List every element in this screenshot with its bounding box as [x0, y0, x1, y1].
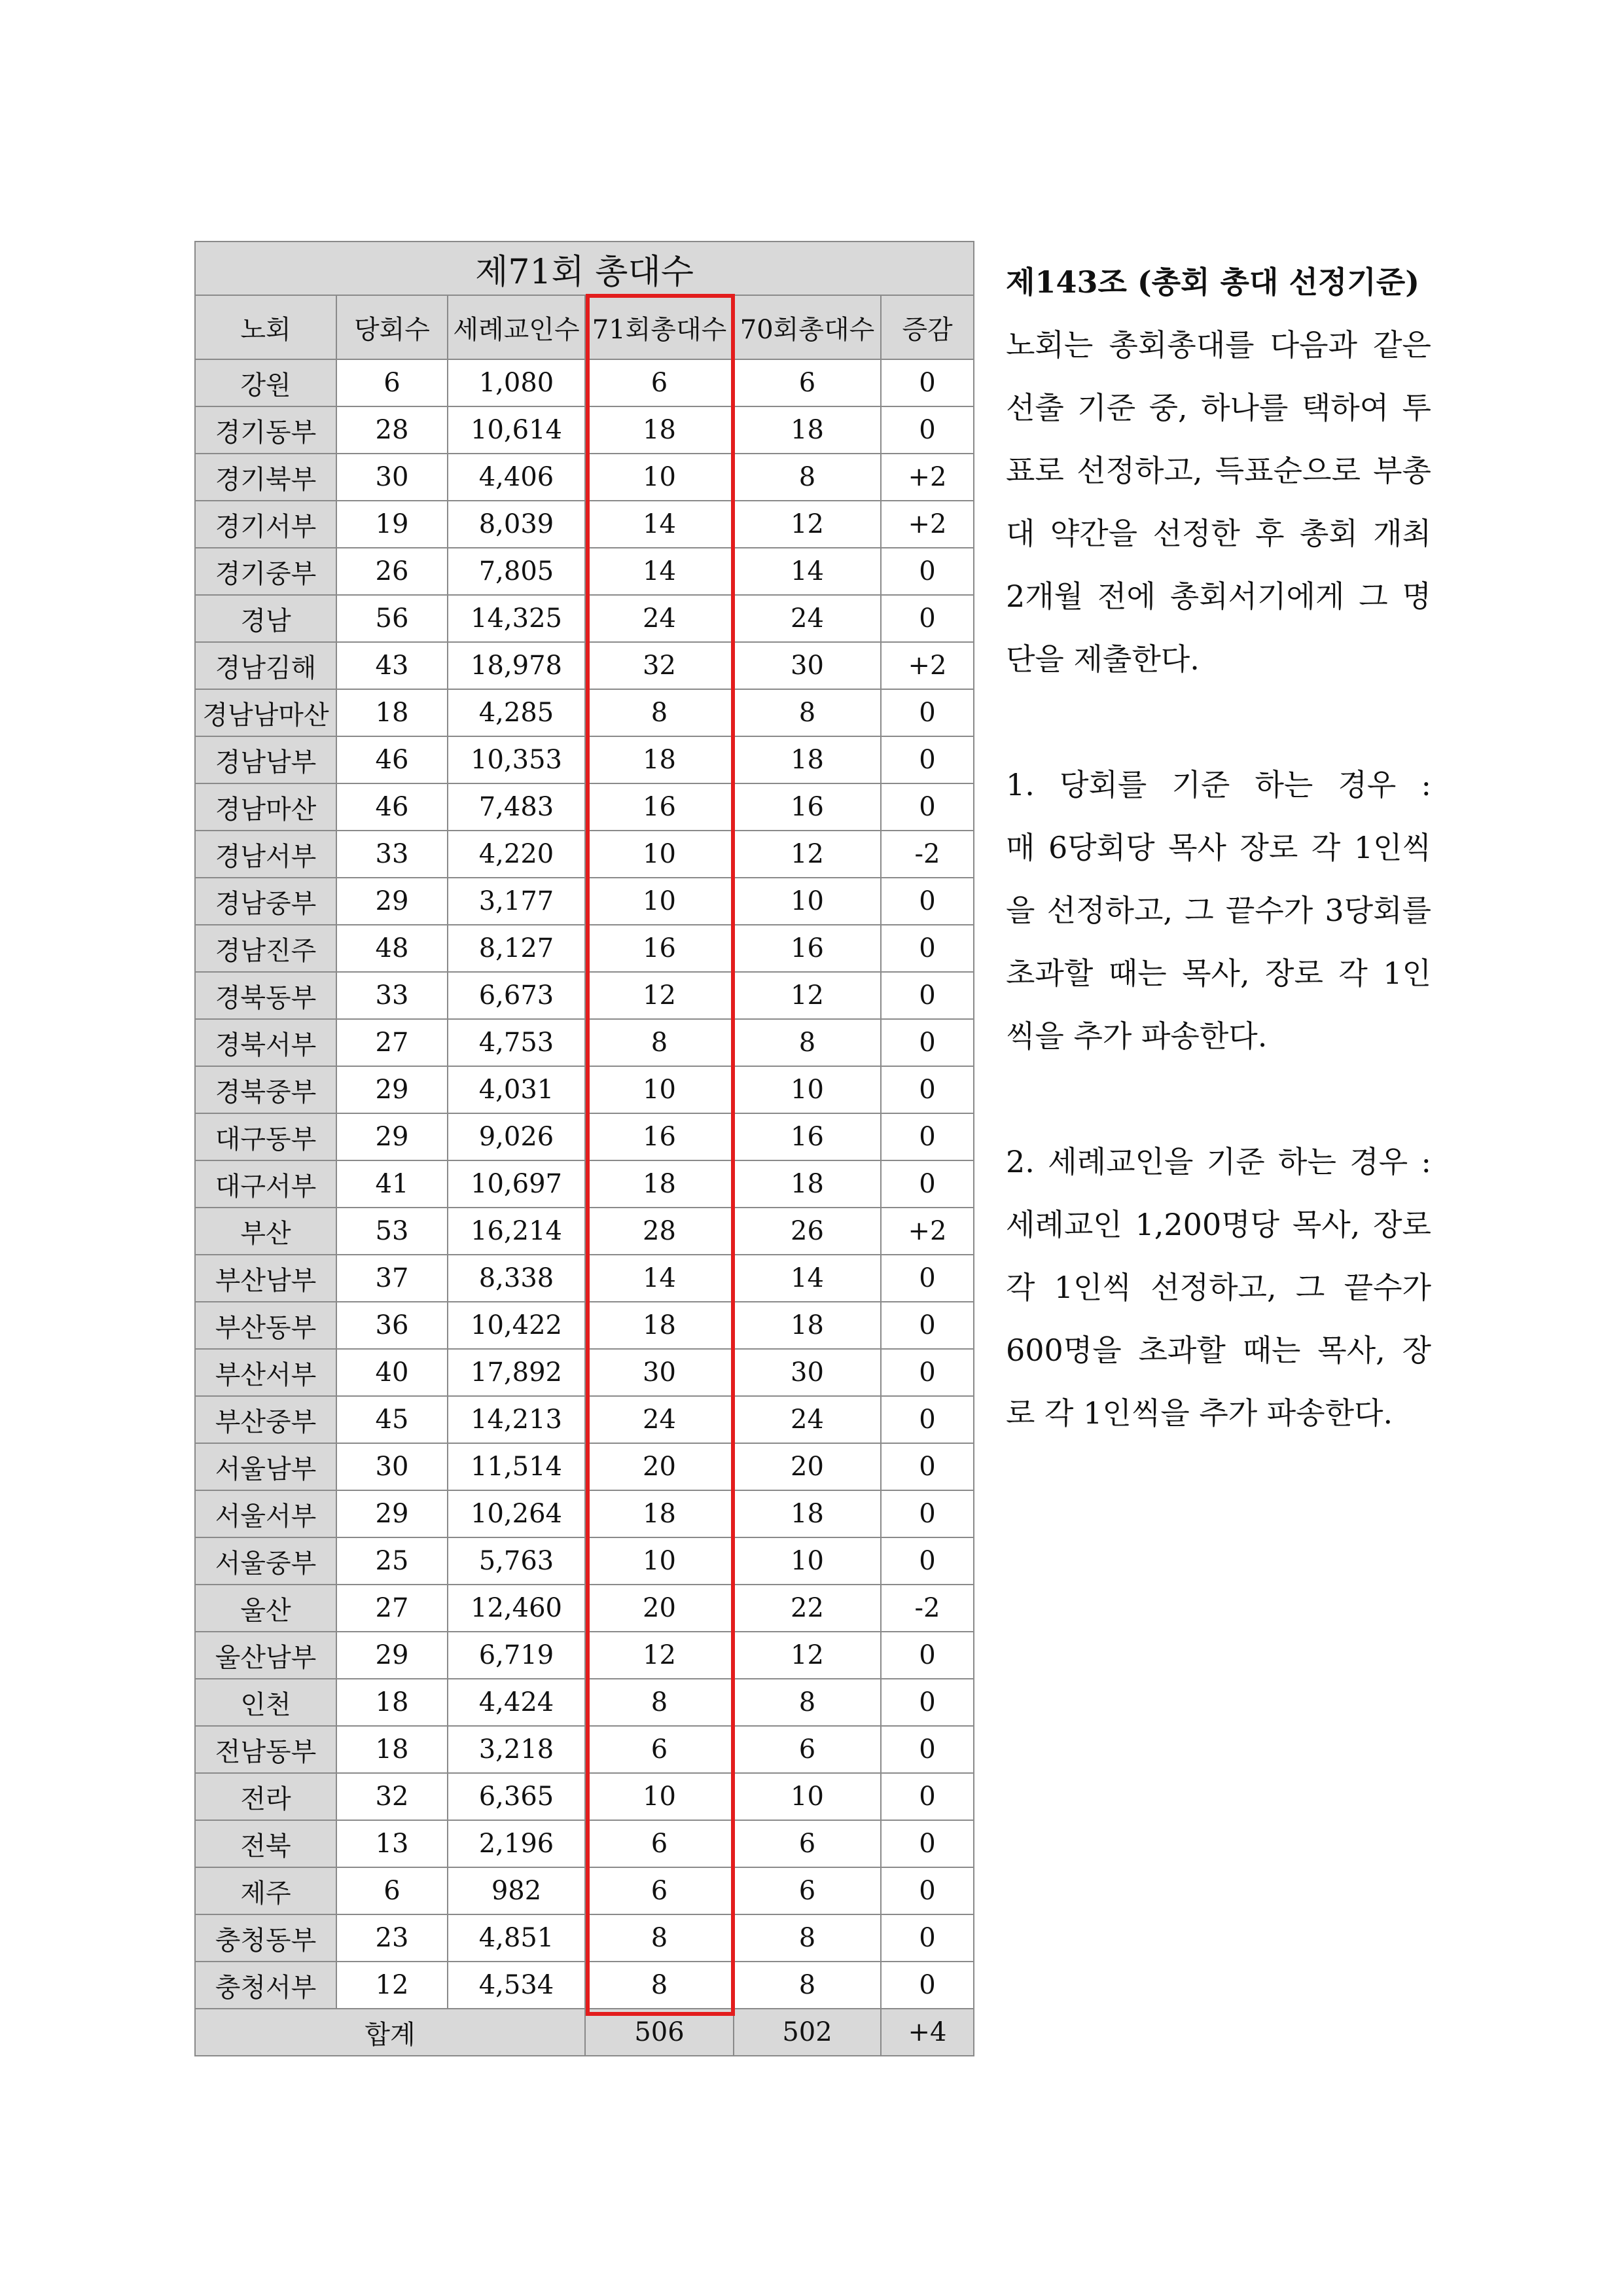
- table-row: [195, 1820, 974, 1867]
- change: +2: [881, 642, 974, 689]
- baptized-members: 4,285: [448, 689, 585, 736]
- session-count: 46: [336, 783, 448, 831]
- delegates-71: 8: [585, 1019, 734, 1066]
- baptized-members: 8,039: [448, 501, 585, 548]
- table-title: 제71회 총대수: [195, 242, 974, 295]
- session-count: 18: [336, 1679, 448, 1726]
- baptized-members: 4,534: [448, 1962, 585, 2009]
- session-count: 27: [336, 1585, 448, 1632]
- session-count: 37: [336, 1255, 448, 1302]
- session-count: 27: [336, 1019, 448, 1066]
- table-row: [195, 1302, 974, 1349]
- header-delegates-71: 71회총대수: [585, 295, 734, 359]
- delegates-71: 8: [585, 1962, 734, 2009]
- delegates-70: 8: [734, 1019, 881, 1066]
- session-count: 29: [336, 1632, 448, 1679]
- change: 0: [881, 1773, 974, 1820]
- baptized-members: 3,177: [448, 878, 585, 925]
- baptized-members: 10,697: [448, 1160, 585, 1208]
- total-row: [195, 2009, 974, 2056]
- baptized-members: 3,218: [448, 1726, 585, 1773]
- delegates-71: 10: [585, 1066, 734, 1113]
- delegates-70: 12: [734, 501, 881, 548]
- session-count: 45: [336, 1396, 448, 1443]
- delegates-70: 6: [734, 359, 881, 406]
- region-name: 울산남부: [195, 1632, 336, 1679]
- table-row: [195, 689, 974, 736]
- delegates-71: 20: [585, 1585, 734, 1632]
- change: -2: [881, 831, 974, 878]
- delegates-71: 14: [585, 1255, 734, 1302]
- session-count: 30: [336, 1443, 448, 1490]
- region-name: 경남마산: [195, 783, 336, 831]
- baptized-members: 2,196: [448, 1820, 585, 1867]
- session-count: 29: [336, 1066, 448, 1113]
- text-line: 각 1인씩 선정하고, 그 끝수가: [1006, 1270, 1431, 1305]
- session-count: 32: [336, 1773, 448, 1820]
- change: +2: [881, 454, 974, 501]
- delegates-70: 16: [734, 925, 881, 972]
- session-count: 6: [336, 1867, 448, 1914]
- table-row: [195, 359, 974, 406]
- table-row: [195, 501, 974, 548]
- change: 0: [881, 972, 974, 1019]
- text-line: 매 6당회당 목사 장로 각 1인씩: [1006, 830, 1431, 865]
- baptized-members: 12,460: [448, 1585, 585, 1632]
- session-count: 13: [336, 1820, 448, 1867]
- table-row: [195, 1208, 974, 1255]
- table-row: [195, 736, 974, 783]
- session-count: 43: [336, 642, 448, 689]
- delegates-70: 10: [734, 1537, 881, 1585]
- region-name: 대구동부: [195, 1113, 336, 1160]
- baptized-members: 7,805: [448, 548, 585, 595]
- table-row: [195, 406, 974, 454]
- region-name: 제주: [195, 1867, 336, 1914]
- text-line: 을 선정하고, 그 끝수가 3당회를: [1006, 893, 1431, 928]
- baptized-members: 8,338: [448, 1255, 585, 1302]
- region-name: 충청동부: [195, 1914, 336, 1962]
- baptized-members: 10,264: [448, 1490, 585, 1537]
- delegates-70: 8: [734, 1962, 881, 2009]
- baptized-members: 14,325: [448, 595, 585, 642]
- table-row: [195, 925, 974, 972]
- session-count: 56: [336, 595, 448, 642]
- paragraph-gap: [1006, 1067, 1431, 1130]
- text-line: 1. 당회를 기준 하는 경우 :: [1006, 767, 1431, 802]
- baptized-members: 17,892: [448, 1349, 585, 1396]
- text-line: 2개월 전에 총회서기에게 그 명: [1006, 579, 1431, 614]
- change: 0: [881, 359, 974, 406]
- table-row: [195, 1066, 974, 1113]
- session-count: 28: [336, 406, 448, 454]
- region-name: 경북동부: [195, 972, 336, 1019]
- table-row: [195, 878, 974, 925]
- region-name: 대구서부: [195, 1160, 336, 1208]
- change: 0: [881, 783, 974, 831]
- session-count: 12: [336, 1962, 448, 2009]
- change: -2: [881, 1585, 974, 1632]
- session-count: 29: [336, 1113, 448, 1160]
- delegates-71: 10: [585, 878, 734, 925]
- change: 0: [881, 1066, 974, 1113]
- delegates-70: 12: [734, 972, 881, 1019]
- text-line: 초과할 때는 목사, 장로 각 1인: [1006, 956, 1431, 991]
- region-name: 경남남부: [195, 736, 336, 783]
- change: 0: [881, 1537, 974, 1585]
- region-name: 경남중부: [195, 878, 336, 925]
- change: 0: [881, 1396, 974, 1443]
- table-row: [195, 1962, 974, 2009]
- table-row: [195, 1773, 974, 1820]
- session-count: 33: [336, 972, 448, 1019]
- baptized-members: 4,851: [448, 1914, 585, 1962]
- region-name: 경북중부: [195, 1066, 336, 1113]
- table-row: [195, 1019, 974, 1066]
- session-count: 41: [336, 1160, 448, 1208]
- change: 0: [881, 1632, 974, 1679]
- delegates-71: 18: [585, 736, 734, 783]
- text-line: 단을 제출한다.: [1006, 641, 1200, 677]
- region-name: 인천: [195, 1679, 336, 1726]
- delegates-70: 26: [734, 1208, 881, 1255]
- change: 0: [881, 595, 974, 642]
- header-presbytery: 노회: [195, 295, 336, 359]
- session-count: 33: [336, 831, 448, 878]
- baptized-members: 11,514: [448, 1443, 585, 1490]
- delegates-71: 16: [585, 925, 734, 972]
- delegates-70: 16: [734, 1113, 881, 1160]
- table-row: [195, 1349, 974, 1396]
- change: 0: [881, 689, 974, 736]
- session-count: 25: [336, 1537, 448, 1585]
- delegates-71: 14: [585, 501, 734, 548]
- change: 0: [881, 1867, 974, 1914]
- delegates-71: 18: [585, 406, 734, 454]
- change: 0: [881, 1726, 974, 1773]
- baptized-members: 8,127: [448, 925, 585, 972]
- delegates-70: 8: [734, 1679, 881, 1726]
- delegates-71: 18: [585, 1302, 734, 1349]
- region-name: 서울중부: [195, 1537, 336, 1585]
- delegates-71: 20: [585, 1443, 734, 1490]
- table-row: [195, 783, 974, 831]
- change: 0: [881, 406, 974, 454]
- delegate-count-table: [194, 241, 974, 2056]
- session-count: 48: [336, 925, 448, 972]
- delegates-70: 12: [734, 1632, 881, 1679]
- session-count: 30: [336, 454, 448, 501]
- total-change: +4: [881, 2009, 974, 2056]
- baptized-members: 6,673: [448, 972, 585, 1019]
- delegates-71: 18: [585, 1160, 734, 1208]
- delegates-71: 10: [585, 1537, 734, 1585]
- region-name: 경기중부: [195, 548, 336, 595]
- session-count: 46: [336, 736, 448, 783]
- session-count: 23: [336, 1914, 448, 1962]
- table-row: [195, 595, 974, 642]
- region-name: 부산동부: [195, 1302, 336, 1349]
- header-change: 증감: [881, 295, 974, 359]
- change: 0: [881, 736, 974, 783]
- article-intro: [1006, 314, 1431, 691]
- change: 0: [881, 1914, 974, 1962]
- region-name: 경기북부: [195, 454, 336, 501]
- article-item-2: [1006, 1130, 1431, 1444]
- text-line: 2. 세례교인을 기준 하는 경우 :: [1006, 1144, 1431, 1179]
- session-count: 36: [336, 1302, 448, 1349]
- session-count: 18: [336, 1726, 448, 1773]
- region-name: 전북: [195, 1820, 336, 1867]
- total-delegates-71: 506: [585, 2009, 734, 2056]
- table-row: [195, 454, 974, 501]
- text-line: 세례교인 1,200명당 목사, 장로: [1006, 1207, 1431, 1242]
- region-name: 전라: [195, 1773, 336, 1820]
- baptized-members: 4,753: [448, 1019, 585, 1066]
- delegates-71: 8: [585, 689, 734, 736]
- delegates-71: 10: [585, 1773, 734, 1820]
- delegates-70: 30: [734, 1349, 881, 1396]
- table-row: [195, 1160, 974, 1208]
- change: 0: [881, 548, 974, 595]
- baptized-members: 5,763: [448, 1537, 585, 1585]
- change: 0: [881, 925, 974, 972]
- delegates-71: 32: [585, 642, 734, 689]
- table-row: [195, 1537, 974, 1585]
- baptized-members: 14,213: [448, 1396, 585, 1443]
- baptized-members: 4,406: [448, 454, 585, 501]
- table-row: [195, 642, 974, 689]
- region-name: 경기서부: [195, 501, 336, 548]
- region-name: 서울서부: [195, 1490, 336, 1537]
- delegates-70: 18: [734, 1302, 881, 1349]
- region-name: 서울남부: [195, 1443, 336, 1490]
- change: +2: [881, 501, 974, 548]
- table-row: [195, 1490, 974, 1537]
- header-delegates-70: 70회총대수: [734, 295, 881, 359]
- baptized-members: 6,719: [448, 1632, 585, 1679]
- table-row: [195, 1679, 974, 1726]
- baptized-members: 4,220: [448, 831, 585, 878]
- delegates-71: 6: [585, 1726, 734, 1773]
- article-item-1: [1006, 753, 1431, 1067]
- delegates-70: 18: [734, 1160, 881, 1208]
- delegates-71: 12: [585, 1632, 734, 1679]
- session-count: 26: [336, 548, 448, 595]
- delegates-71: 16: [585, 783, 734, 831]
- delegates-70: 20: [734, 1443, 881, 1490]
- table-row: [195, 972, 974, 1019]
- table-row: [195, 1632, 974, 1679]
- table-row: [195, 1443, 974, 1490]
- region-name: 경남김해: [195, 642, 336, 689]
- change: 0: [881, 1349, 974, 1396]
- table-row: [195, 548, 974, 595]
- text-line: 표로 선정하고, 득표순으로 부총: [1006, 453, 1431, 488]
- article-heading: 제143조 (총회 총대 선정기준): [1006, 264, 1419, 300]
- total-delegates-70: 502: [734, 2009, 881, 2056]
- paragraph-gap: [1006, 691, 1431, 753]
- baptized-members: 4,031: [448, 1066, 585, 1113]
- delegates-71: 6: [585, 1820, 734, 1867]
- delegates-70: 10: [734, 878, 881, 925]
- baptized-members: 4,424: [448, 1679, 585, 1726]
- table-row: [195, 1867, 974, 1914]
- delegates-70: 8: [734, 689, 881, 736]
- session-count: 19: [336, 501, 448, 548]
- baptized-members: 10,422: [448, 1302, 585, 1349]
- change: 0: [881, 1113, 974, 1160]
- baptized-members: 16,214: [448, 1208, 585, 1255]
- change: 0: [881, 1019, 974, 1066]
- delegates-71: 6: [585, 359, 734, 406]
- text-line: 600명을 초과할 때는 목사, 장: [1006, 1333, 1431, 1368]
- baptized-members: 982: [448, 1867, 585, 1914]
- delegates-70: 12: [734, 831, 881, 878]
- delegates-71: 8: [585, 1679, 734, 1726]
- delegates-70: 24: [734, 1396, 881, 1443]
- text-line: 노회는 총회총대를 다음과 같은: [1006, 327, 1431, 363]
- region-name: 부산남부: [195, 1255, 336, 1302]
- delegates-70: 18: [734, 736, 881, 783]
- delegates-71: 12: [585, 972, 734, 1019]
- baptized-members: 10,614: [448, 406, 585, 454]
- region-name: 부산서부: [195, 1349, 336, 1396]
- header-baptized-members: 세례교인수: [448, 295, 585, 359]
- region-name: 경남: [195, 595, 336, 642]
- text-line: 씩을 추가 파송한다.: [1006, 1018, 1268, 1054]
- baptized-members: 18,978: [448, 642, 585, 689]
- baptized-members: 7,483: [448, 783, 585, 831]
- delegates-70: 24: [734, 595, 881, 642]
- change: 0: [881, 878, 974, 925]
- text-line: 선출 기준 중, 하나를 택하여 투: [1006, 390, 1431, 425]
- table-header-row: [195, 295, 974, 359]
- session-count: 18: [336, 689, 448, 736]
- region-name: 부산중부: [195, 1396, 336, 1443]
- session-count: 6: [336, 359, 448, 406]
- change: 0: [881, 1443, 974, 1490]
- region-name: 경기동부: [195, 406, 336, 454]
- region-name: 경남서부: [195, 831, 336, 878]
- delegates-70: 10: [734, 1773, 881, 1820]
- region-name: 울산: [195, 1585, 336, 1632]
- change: 0: [881, 1160, 974, 1208]
- text-line: 대 약간을 선정한 후 총회 개최: [1006, 516, 1431, 551]
- change: 0: [881, 1490, 974, 1537]
- table-row: [195, 1914, 974, 1962]
- delegates-70: 22: [734, 1585, 881, 1632]
- delegates-70: 8: [734, 1914, 881, 1962]
- table-row: [195, 1255, 974, 1302]
- change: 0: [881, 1255, 974, 1302]
- change: 0: [881, 1302, 974, 1349]
- change: 0: [881, 1820, 974, 1867]
- delegates-70: 18: [734, 406, 881, 454]
- change: +2: [881, 1208, 974, 1255]
- delegates-71: 24: [585, 595, 734, 642]
- delegates-71: 8: [585, 1914, 734, 1962]
- table-body: [195, 242, 974, 2056]
- region-name: 전남동부: [195, 1726, 336, 1773]
- delegates-71: 6: [585, 1867, 734, 1914]
- header-session-count: 당회수: [336, 295, 448, 359]
- region-name: 경남남마산: [195, 689, 336, 736]
- rules-article: [1006, 251, 1431, 1444]
- delegates-70: 6: [734, 1867, 881, 1914]
- text-line: 로 각 1인씩을 추가 파송한다.: [1006, 1395, 1393, 1431]
- session-count: 40: [336, 1349, 448, 1396]
- delegates-70: 18: [734, 1490, 881, 1537]
- delegates-71: 24: [585, 1396, 734, 1443]
- baptized-members: 10,353: [448, 736, 585, 783]
- baptized-members: 9,026: [448, 1113, 585, 1160]
- total-label: 합계: [195, 2009, 585, 2056]
- delegates-71: 28: [585, 1208, 734, 1255]
- region-name: 강원: [195, 359, 336, 406]
- session-count: 53: [336, 1208, 448, 1255]
- change: 0: [881, 1962, 974, 2009]
- delegates-70: 6: [734, 1726, 881, 1773]
- delegates-71: 16: [585, 1113, 734, 1160]
- region-name: 충청서부: [195, 1962, 336, 2009]
- session-count: 29: [336, 1490, 448, 1537]
- delegates-70: 10: [734, 1066, 881, 1113]
- table-row: [195, 1113, 974, 1160]
- table-row: [195, 1585, 974, 1632]
- table-title-row: [195, 242, 974, 295]
- region-name: 경북서부: [195, 1019, 336, 1066]
- delegates-71: 18: [585, 1490, 734, 1537]
- change: 0: [881, 1679, 974, 1726]
- delegates-70: 14: [734, 1255, 881, 1302]
- delegates-70: 8: [734, 454, 881, 501]
- table-row: [195, 1396, 974, 1443]
- delegates-71: 10: [585, 831, 734, 878]
- delegates-70: 14: [734, 548, 881, 595]
- region-name: 경남진주: [195, 925, 336, 972]
- delegates-71: 30: [585, 1349, 734, 1396]
- delegates-70: 16: [734, 783, 881, 831]
- region-name: 부산: [195, 1208, 336, 1255]
- delegates-70: 6: [734, 1820, 881, 1867]
- delegates-71: 10: [585, 454, 734, 501]
- delegates-70: 30: [734, 642, 881, 689]
- session-count: 29: [336, 878, 448, 925]
- delegates-71: 14: [585, 548, 734, 595]
- table-row: [195, 1726, 974, 1773]
- baptized-members: 1,080: [448, 359, 585, 406]
- baptized-members: 6,365: [448, 1773, 585, 1820]
- table-row: [195, 831, 974, 878]
